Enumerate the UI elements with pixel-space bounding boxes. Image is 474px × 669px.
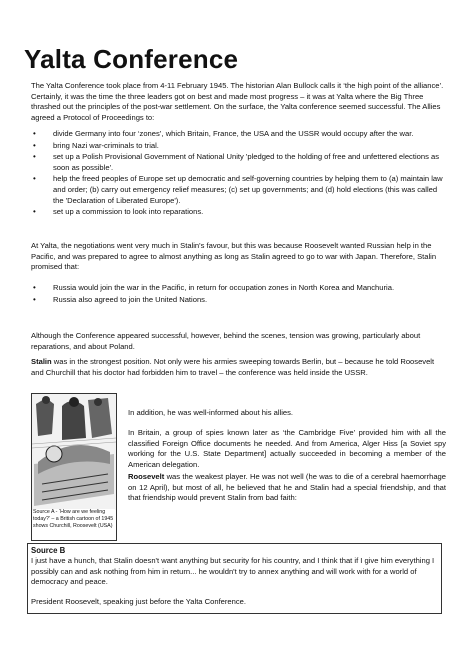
page-title: Yalta Conference xyxy=(24,44,239,74)
bullet-icon: • xyxy=(33,283,36,292)
proceedings-list xyxy=(31,129,446,219)
list-item: • set up a Polish Provisional Government of National Unity 'pledged to the holding of free and unfettered elections as soon as possible'. xyxy=(33,152,440,172)
list-item: • Russia would join the war in the Pacific, in return for occupation zones in North Korea and Manchuria. xyxy=(33,283,395,292)
list-item: • Russia also agreed to join the United Nations. xyxy=(33,294,208,304)
source-b-quote: I just have a hunch, that Stalin doesn't want anything but security for his country, and I think that if I give him everything I possibly can and ask nothing from him in return... he wouldn't try to annex anything and will work with for a world of democracy and peace. xyxy=(31,556,435,587)
stalin-bold: Stalin xyxy=(31,357,52,366)
bullet-icon: • xyxy=(33,207,36,217)
bullet-icon: • xyxy=(33,129,36,138)
promises-list xyxy=(31,283,446,306)
bullet-icon: • xyxy=(33,294,36,304)
roosevelt-bold: Roosevelt xyxy=(128,472,165,481)
source-b-attribution: President Roosevelt, speaking just before the Yalta Conference. xyxy=(31,596,247,606)
bullet-icon: • xyxy=(33,140,36,150)
negotiations-paragraph: At Yalta, the negotiations went very much in Stalin's favour, but this was because Roosevelt wanted Russian help in the Pacific, and was prepared to agree to almost anything as long as Stalin agreed to go to war with Japan. Therefore, Stalin promised that: xyxy=(31,241,437,272)
bullet-icon: • xyxy=(33,152,36,162)
well-informed-paragraph: In addition, he was well-informed about his allies. xyxy=(128,408,294,417)
source-b-title: Source B xyxy=(31,546,66,555)
tension-paragraph: Although the Conference appeared successful, however, behind the scenes, tension was growing, particularly about reparations, and about Poland. xyxy=(31,331,421,351)
roosevelt-paragraph: Roosevelt was the weakest player. He was not well (he was to die of a cerebral haemorrhage on 12 April), but most of all, he believed that he and Stalin had a special friendship, and that that friendship would prevent Stalin from bad faith: xyxy=(128,472,446,503)
cartoon-image xyxy=(31,393,117,541)
list-item: • divide Germany into four ‘zones’, which Britain, France, the USA and the USSR would occupy after the war. xyxy=(33,129,414,138)
list-item: • help the freed peoples of Europe set up democratic and self-governing countries by helping them to (a) maintain law and order; (b) carry out emergency relief measures; (c) set up governments; and (d) hold elections (this was called the 'Declaration of Liberated Europe'). xyxy=(33,174,443,205)
bullet-icon: • xyxy=(33,174,36,184)
source-b-box xyxy=(27,543,442,614)
cartoon-caption: Source A - ‘How are we feeling today?’ – a British cartoon of 1945 shows Churchill, Roosevelt (USA) xyxy=(33,509,114,529)
list-item: • bring Nazi war-criminals to trial. xyxy=(33,140,159,150)
stalin-paragraph: Stalin was in the strongest position. Not only were his armies sweeping towards Berlin, but – because he told Roosevelt and Churchill that his doctor had forbidden him to travel – the conference was held inside the USSR. xyxy=(31,357,435,377)
list-item: • set up a commission to look into reparations. xyxy=(33,207,204,217)
spies-paragraph: In Britain, a group of spies known later as ‘the Cambridge Five’ provided him with all the classified Foreign Office documents he needed. And from America, Alger Hiss [a Soviet spy working for the U.S. State Department] actually succeeded in becoming a member of the American delegation. xyxy=(128,428,446,469)
cartoon-drawing xyxy=(32,394,116,510)
intro-paragraph: The Yalta Conference took place from 4-11 February 1945. The historian Alan Bullock calls it ‘the high point of the alliance’. Certainly, it was the time the three leaders got on best and made most progress – it was at Yalta where the Big Three thrashed out the principles of the post-war settlement. On the surface, the Yalta conference seemed successful. The Allies agreed a Protocol of Proceedings to: xyxy=(31,81,444,122)
